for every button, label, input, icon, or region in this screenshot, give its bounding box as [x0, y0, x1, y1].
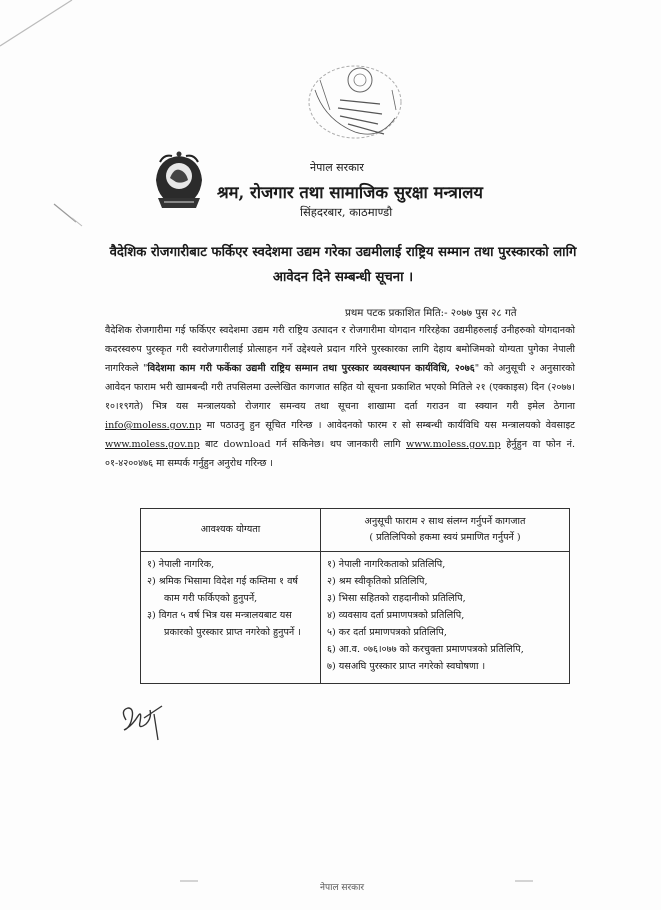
notice-title: [108, 240, 578, 290]
document-1: १) नेपाली नागरिकताको प्रतिलिपि,: [327, 559, 446, 570]
body-part4: बाट download गर्न सकिनेछ। थप जानकारी लागि: [199, 439, 407, 450]
qualification-1: १) नेपाली नागरिक,: [147, 559, 215, 570]
qualification-3-cont: प्रकारको पुरस्कार प्राप्त नगरेको हुनुपर्ने ।: [164, 627, 301, 638]
documents-header-line1: अनुसूची फाराम २ साथ संलग्न गर्नुपर्ने कागजात: [364, 516, 526, 527]
scan-artifact-dash: [515, 878, 535, 884]
ministry-seal-stamp: [300, 60, 410, 150]
body-part2: " को अनुसूची २ अनुसारको आवेदन फाराम भरी खामबन्दी गरी तपसिलमा उल्लेखित कागजात सहित यो सूचना प्रकाशित भएको मितिले २१ (एक्काइस) दिन (२०७७।१०।१९गते) भित्र यस मन्त्रालयको रोजगार समन्वय तथा सूचना शाखामा दर्ता गराउन वा स्क्यान गरी इमेल ठेगाना: [105, 363, 575, 412]
ministry-address: सिंहदरबार, काठमाण्डौ: [300, 205, 393, 219]
email-link[interactable]: info@moless.gov.np: [105, 420, 202, 431]
nepal-emblem-icon: [150, 150, 208, 212]
documents-header-line2: ( प्रतिलिपिको हकमा स्वयं प्रमाणित गर्नुपर्ने ): [369, 532, 521, 543]
procedure-name: विदेशमा काम गरी फर्केका उद्यमी राष्ट्रिय सम्मान तथा पुरस्कार व्यवस्थापन कार्यविधि, २०७६: [147, 363, 475, 374]
notice-title-line1: वैदेशिक रोजगारीबाट फर्किएर स्वदेशमा उद्यम गरेका उद्यमीलाई राष्ट्रिय सम्मान तथा पुरस्कारको लागि: [109, 245, 577, 260]
publication-date-value: २०७७ पुस २८ गते: [450, 308, 517, 319]
publication-date-label: प्रथम पटक प्रकाशित मिति:-: [345, 308, 448, 319]
document-7: ७) यसअघि पुरस्कार प्राप्त नगरेको स्वघोषणा ।: [327, 661, 486, 672]
scan-artifact-mark: [52, 200, 92, 230]
document-3: ३) भिसा सहितको राहदानीको प्रतिलिपि,: [327, 593, 466, 604]
documents-cell: [321, 552, 570, 684]
table-header-row: [141, 509, 570, 552]
table-row: [141, 552, 570, 684]
scan-artifact-dash: [180, 878, 200, 884]
government-name: नेपाल सरकार: [310, 161, 364, 174]
qualification-3: ३) विगत ५ वर्ष भित्र यस मन्त्रालयबाट यस: [147, 610, 292, 621]
scan-corner-fold: [0, 0, 80, 50]
body-part5: हेर्नुहुन वा फोन नं. ०१-४२००४७६ मा सम्पर्क गर्नुहुन अनुरोध गरिन्छ ।: [105, 439, 575, 469]
document-4: ४) व्यवसाय दर्ता प्रमाणपत्रको प्रतिलिपि,: [327, 610, 465, 621]
handwritten-signature: [118, 700, 178, 746]
qualification-2: २) श्रमिक भिसामा विदेश गई कम्तिमा १ वर्ष: [147, 576, 298, 587]
website-link-2[interactable]: www.moless.gov.np: [406, 439, 501, 450]
ministry-name: श्रम, रोजगार तथा सामाजिक सुरक्षा मन्त्रालय: [217, 183, 483, 202]
notice-body: [105, 321, 575, 473]
publication-date: [345, 305, 517, 319]
document-6: ६) आ.व. ०७६।०७७ को करचुक्ता प्रमाणपत्रको प्रतिलिपि,: [327, 644, 524, 655]
documents-header: [321, 509, 570, 552]
body-part1: वैदेशिक रोजगारीमा गई फर्किएर स्वदेशमा उद्यम गरी राष्ट्रिय उत्पादन र रोजगारीमा योगदान गरिरहेका उद्यमीहरुलाई उनीहरुको योगदानको कदरस्वरुप पुरस्कृत गरी स्वरोजगारीलाई प्रोत्साहन गर्ने उद्देश्यले प्रदान गरिने पुरस्कारका लागि देहाय बमोजिमको योग्यता पुगेका नेपाली नागरिकले ": [105, 325, 575, 374]
body-part3: मा पठाउनु हुन सूचित गरिन्छ । आवेदनको फारम र सो सम्बन्धी कार्यविधि यस मन्त्रालयको वेवसाइट: [201, 420, 575, 431]
qualifications-cell: [141, 552, 321, 684]
document-5: ५) कर दर्ता प्रमाणपत्रको प्रतिलिपि,: [327, 627, 447, 638]
document-2: २) श्रम स्वीकृतिको प्रतिलिपि,: [327, 576, 428, 587]
notice-title-line2: आवेदन दिने सम्बन्धी सूचना ।: [272, 270, 414, 285]
requirements-table: [140, 508, 570, 684]
website-link-1[interactable]: www.moless.gov.np: [105, 439, 200, 450]
qualification-header: आवश्यक योग्यता: [141, 509, 321, 552]
qualification-2-cont: काम गरी फर्किएको हुनुपर्ने,: [164, 593, 258, 604]
footer-text: नेपाल सरकार: [320, 883, 365, 893]
